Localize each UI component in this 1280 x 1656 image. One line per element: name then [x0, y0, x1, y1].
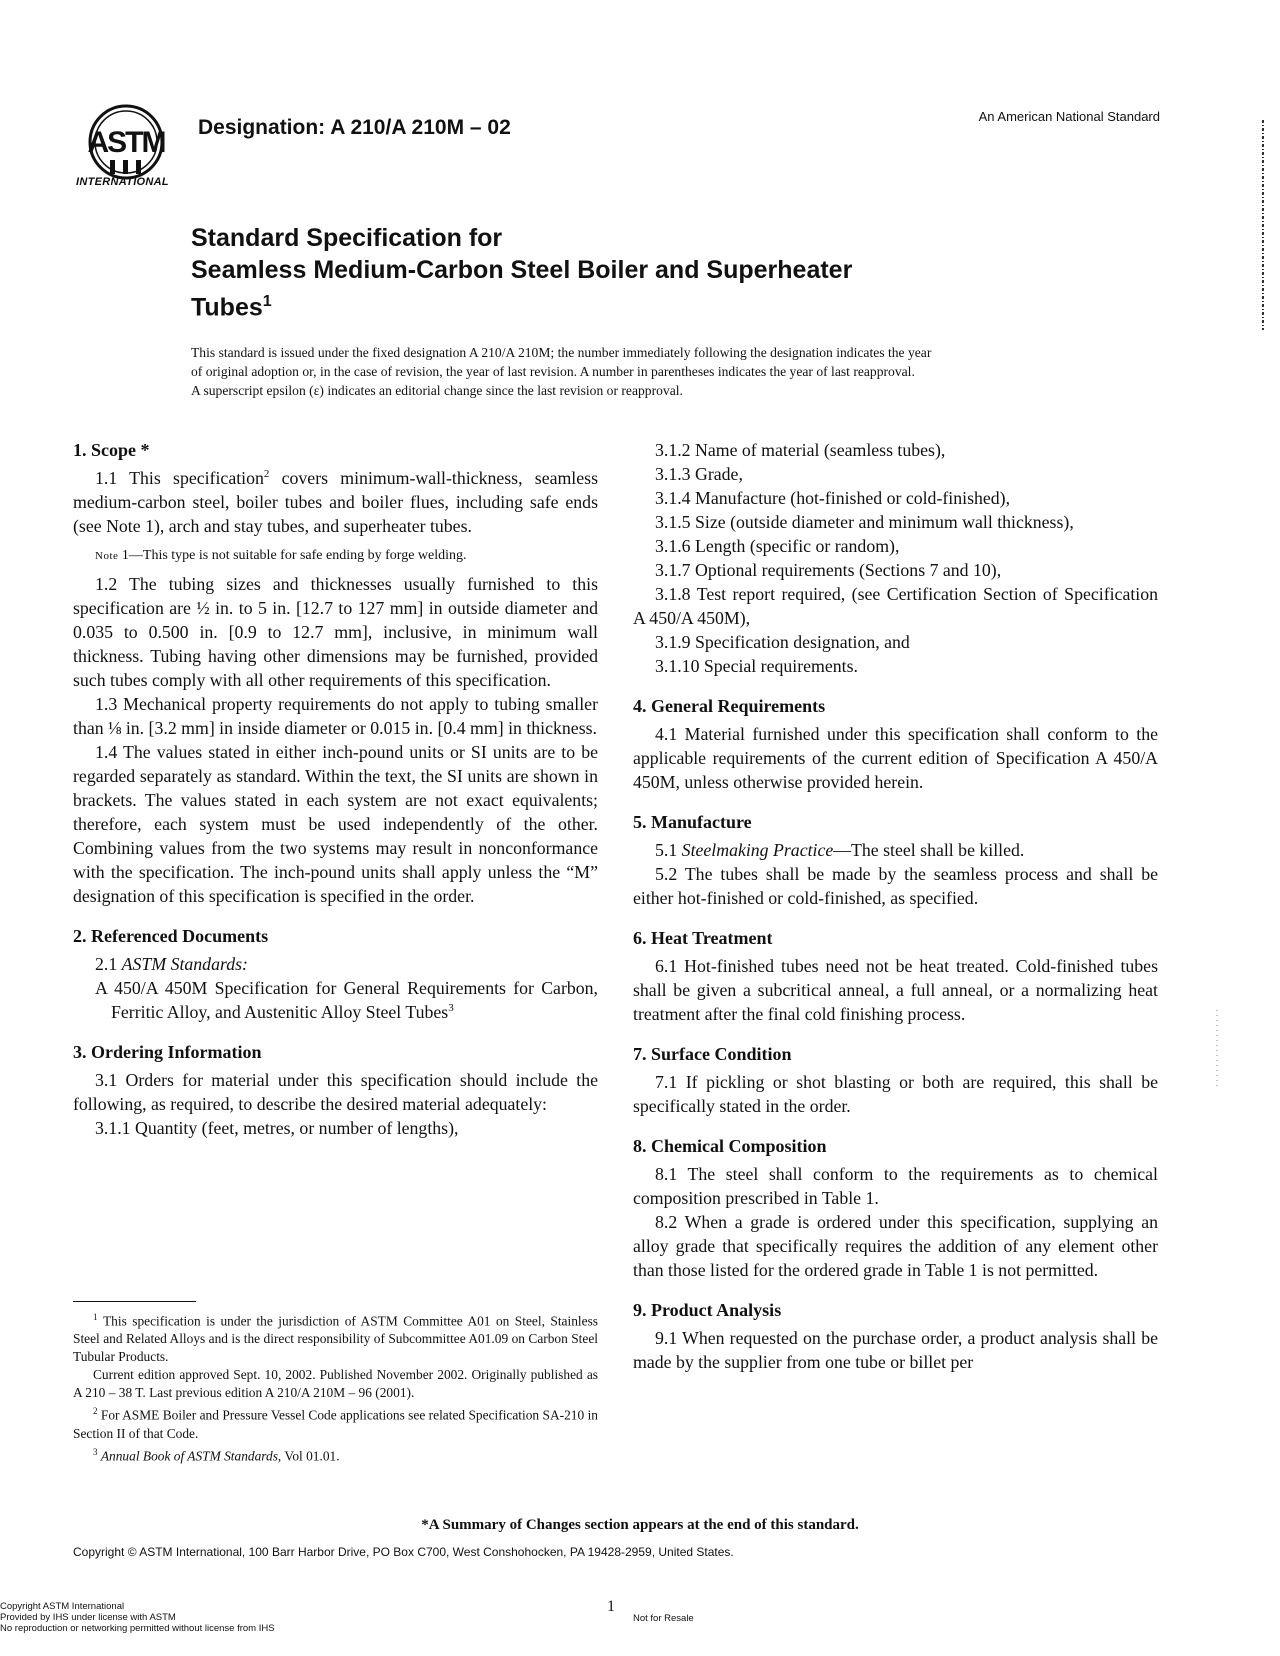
american-national-standard: An American National Standard [978, 109, 1160, 124]
left-column [73, 438, 598, 1140]
designation: Designation: A 210/A 210M – 02 [198, 116, 511, 139]
section-7-heading: 7. Surface Condition [633, 1044, 792, 1064]
paragraph-9-1: 9.1 When requested on the purchase order, a product analysis shall be made by the supplier from one tube or billet per [633, 1328, 1158, 1372]
paragraph-7-1: 7.1 If pickling or shot blasting or both are required, this shall be specifically stated in the order. [633, 1072, 1158, 1116]
title-footnote-ref: 1 [262, 293, 272, 310]
provider-notice [0, 1601, 275, 1634]
section-9-heading: 9. Product Analysis [633, 1300, 782, 1320]
note-1: Note 1—This type is not suitable for safe ending by forge welding. [95, 548, 467, 563]
paragraph-4-1: 4.1 Material furnished under this specification shall conform to the applicable requirements of the current edition of Specification A 450/A 450M, unless otherwise provided herein. [633, 724, 1158, 792]
logo-international-text: INTERNATIONAL [76, 176, 169, 188]
not-for-resale: Not for Resale [633, 1613, 694, 1624]
intro-line-1: This standard is issued under the fixed designation A 210/A 210M; the number immediately following the designation indicates the year [191, 345, 932, 360]
provider-line-1: Copyright ASTM International [0, 1601, 125, 1612]
paragraph-8-2: 8.2 When a grade is ordered under this specification, supplying an alloy grade that specifically requires the addition of any element other than those listed for the ordered grade in Table 1 is not permitted. [633, 1212, 1158, 1280]
summary-of-changes-note: *A Summary of Changes section appears at the end of this standard. [421, 1517, 859, 1533]
footnote-3: $^3$ Annual Book of ASTM Standards, Vol 01.01. [93, 1446, 340, 1464]
paragraph-3-1-6: 3.1.6 Length (specific or random), [655, 536, 900, 556]
issuance-note [191, 343, 1051, 400]
footnote-1: $^1$ This specification is under the jurisdiction of ASTM Committee A01 on Steel, Stainless Steel and Related Alloys and is the direct responsibility of Subcommittee A01.09 on Carbon Steel Tubular Products. [73, 1312, 598, 1365]
intro-line-3: A superscript epsilon (ε) indicates an editorial change since the last revision or reapproval. [191, 383, 683, 398]
footnote-1-edition: Current edition approved Sept. 10, 2002. Published November 2002. Originally published as A 210 – 38 T. Last previous edition A 210/A 210M – 96 (2001). [73, 1367, 598, 1401]
title-line-2: Seamless Medium-Carbon Steel Boiler and Superheater [191, 256, 853, 284]
right-column [633, 438, 1158, 1374]
paragraph-3-1-10: 3.1.10 Special requirements. [655, 656, 858, 676]
page-number: 1 [607, 1598, 615, 1615]
paragraph-8-1: 8.1 The steel shall conform to the requirements as to chemical composition prescribed in Table 1. [633, 1164, 1158, 1208]
document-title [191, 222, 852, 323]
paragraph-1-1: 1.1 This specification$^2$ covers minimum-wall-thickness, seamless medium-carbon steel, boiler tubes and boiler flues, including safe ends (see Note 1), arch and stay tubes, and superheater tubes. [73, 468, 598, 536]
paragraph-3-1: 3.1 Orders for material under this specification should include the following, as required, to describe the desired material adequately: [73, 1070, 598, 1114]
provider-line-2: Provided by IHS under license with ASTM [0, 1612, 176, 1623]
paragraph-1-2: 1.2 The tubing sizes and thicknesses usually furnished to this specification are ½ in. to 5 in. [12.7 to 127 mm] in outside diameter and 0.035 to 0.500 in. [0.9 to 12.7 mm], inclusive, in minimum wall thickness. Tubing having other dimensions may be furnished, provided such tubes comply with all other requirements of this specification. [73, 574, 598, 690]
paragraph-5-2: 5.2 The tubes shall be made by the seamless process and shall be either hot-finished or cold-finished, as specified. [633, 864, 1158, 908]
section-5-heading: 5. Manufacture [633, 812, 752, 832]
paragraph-3-1-3: 3.1.3 Grade, [655, 464, 743, 484]
section-6-heading: 6. Heat Treatment [633, 928, 773, 948]
paragraph-3-1-4: 3.1.4 Manufacture (hot-finished or cold-finished), [655, 488, 1011, 508]
paragraph-1-4: 1.4 The values stated in either inch-pound units or SI units are to be regarded separately as standard. Within the text, the SI units are shown in brackets. The values stated in each system are not exact equivalents; therefore, each system must be used independently of the other. Combining values from the two systems may result in nonconformance with the specification. The inch-pound units shall apply unless the “M” designation of this specification is specified in the order. [73, 742, 598, 906]
paragraph-3-1-2: 3.1.2 Name of material (seamless tubes), [655, 440, 946, 460]
edge-dots [1213, 1010, 1221, 1090]
intro-line-2: of original adoption or, in the case of revision, the year of last revision. A number in parentheses indicates the year of last reapproval. [191, 364, 915, 379]
edge-watermark [1258, 120, 1268, 330]
paragraph-3-1-5: 3.1.5 Size (outside diameter and minimum wall thickness), [655, 512, 1074, 532]
paragraph-3-1-8: 3.1.8 Test report required, (see Certification Section of Specification A 450/A 450M), [633, 584, 1158, 628]
paragraph-3-1-9: 3.1.9 Specification designation, and [655, 632, 910, 652]
section-1-heading: 1. Scope * [73, 440, 150, 460]
paragraph-5-1: 5.1 Steelmaking Practice—The steel shall be killed. [655, 840, 1025, 860]
provider-line-3: No reproduction or networking permitted without license from IHS [0, 1623, 275, 1634]
svg-text:ASTM: ASTM [87, 126, 165, 159]
copyright-line: Copyright © ASTM International, 100 Barr Harbor Drive, PO Box C700, West Conshohocken, PA 19428-2959, United States. [73, 1545, 734, 1559]
title-line-3: Tubes$^1$ [191, 293, 272, 322]
paragraph-3-1-7: 3.1.7 Optional requirements (Sections 7 and 10), [655, 560, 1002, 580]
referenced-document-a450: A 450/A 450M Specification for General Requirements for Carbon, Ferritic Alloy, and Austenitic Alloy Steel Tubes$^3$ [95, 978, 598, 1022]
paragraph-1-3: 1.3 Mechanical property requirements do not apply to tubing smaller than ⅛ in. [3.2 mm] in inside diameter or 0.015 in. [0.4 mm] in thickness. [73, 694, 598, 738]
section-3-heading: 3. Ordering Information [73, 1042, 262, 1062]
section-4-heading: 4. General Requirements [633, 696, 826, 716]
section-2-heading: 2. Referenced Documents [73, 926, 269, 946]
title-line-1: Standard Specification for [191, 224, 503, 252]
paragraph-2-1: 2.1 ASTM Standards: [95, 954, 248, 974]
footnote-2: $^2$ For ASME Boiler and Pressure Vessel Code applications see related Specification SA-210 in Section II of that Code. [73, 1406, 598, 1441]
footnotes [73, 1308, 598, 1465]
footnote-rule [73, 1301, 196, 1302]
section-8-heading: 8. Chemical Composition [633, 1136, 827, 1156]
paragraph-3-1-1: 3.1.1 Quantity (feet, metres, or number of lengths), [95, 1118, 459, 1138]
paragraph-6-1: 6.1 Hot-finished tubes need not be heat treated. Cold-finished tubes shall be given a subcritical anneal, a full anneal, or a normalizing heat treatment after the final cold finishing process. [633, 956, 1158, 1024]
